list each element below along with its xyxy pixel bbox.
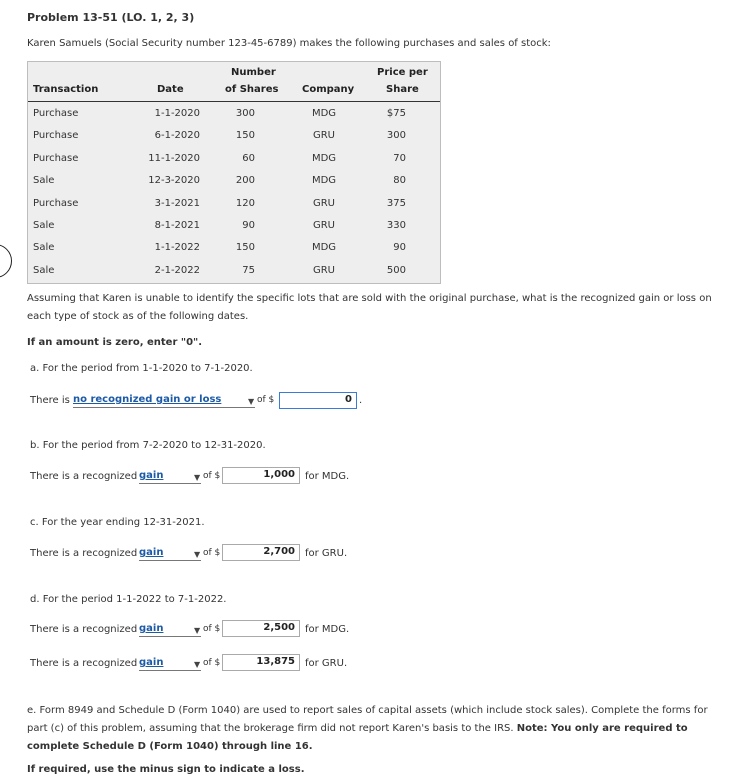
table-cell-date: 1-1-2022 [154,242,200,254]
part-d1-select[interactable] [139,623,201,637]
table-cell-price: 500 [386,264,406,276]
part-c-label: c. For the year ending 12-31-2021. [30,517,205,528]
table-cell-shares: 120 [235,197,255,209]
table-cell-price: 375 [386,197,406,209]
question-line1: Assuming that Karen is unable to identify the specific lots that are sold with the original purchase, what is the recognized gain or loss on [27,293,712,304]
zero-note: If an amount is zero, enter "0". [27,337,203,348]
table-cell-shares: 150 [235,130,255,142]
table-cell-company: GRU [312,197,336,209]
part-c-prefix: There is a recognized [30,548,138,559]
table-cell-date: 8-1-2021 [154,220,200,231]
table-cell-company: MDG [311,175,337,187]
part-e-text [27,702,708,756]
part-b-select-value: gain [139,470,164,481]
header-number-line1: Number [231,67,276,78]
part-d1-prefix: There is a recognized [30,624,138,635]
part-c-select-value: gain [139,547,164,558]
part-a-select[interactable] [73,394,255,408]
header-date: Date [157,84,184,95]
part-a-label: a. For the period from 1-1-2020 to 7-1-2020. [30,363,253,374]
part-c-of: of $ [203,548,221,558]
part-c-suffix: for GRU. [305,548,348,559]
table-cell-date: 12-3-2020 [148,175,200,187]
table-cell-shares: 75 [242,264,255,276]
chevron-down-icon[interactable]: ▼ [194,660,201,669]
part-d1-select-value: gain [139,623,164,634]
question-text [27,290,727,326]
table-cell-price: $75 [386,108,406,119]
part-a-suffix: . [359,395,363,406]
chevron-down-icon[interactable]: ▼ [194,550,201,559]
part-d2-select[interactable] [139,657,201,671]
scroll-indicator-circle [0,244,12,278]
part-c-amount-input[interactable]: 2,700 [222,544,300,561]
problem-title: Problem 13-51 (LO. 1, 2, 3) [27,11,195,24]
part-d2-select-value: gain [139,657,164,668]
part-a-prefix: There is [30,395,70,406]
part-e-line2: part (c) of this problem, assuming that the brokerage firm did not report Karen's basis to the IRS. [27,723,514,734]
table-cell-price: 330 [386,220,406,231]
part-a-amount-input[interactable]: 0 [279,392,357,409]
part-b-of: of $ [203,471,221,481]
table-cell-price: 80 [393,175,406,187]
part-e-line1: e. Form 8949 and Schedule D (Form 1040) are used to report sales of capital assets (which include stock sales). Complete the forms for [27,705,708,716]
part-d2-prefix: There is a recognized [30,658,138,669]
problem-intro: Karen Samuels (Social Security number 123-45-6789) makes the following purchases and sales of stock: [27,38,551,49]
header-price-line1: Price per [377,67,428,78]
header-price-line2: Share [386,84,419,95]
part-b-suffix: for MDG. [305,471,350,482]
part-e-note: Note: You only are required to [516,723,688,734]
table-cell-transaction: Purchase [33,130,79,142]
table-cell-date: 3-1-2021 [154,197,200,209]
header-number-line2: of Shares [225,84,279,95]
part-e-line3: complete Schedule D (Form 1040) through line 16. [27,741,313,752]
table-cell-date: 11-1-2020 [148,152,200,164]
question-line2: each type of stock as of the following dates. [27,311,249,322]
table-cell-shares: 150 [235,242,255,254]
table-cell-date: 1-1-2020 [154,108,200,119]
minus-note: If required, use the minus sign to indicate a loss. [27,764,305,775]
chevron-down-icon[interactable]: ▼ [194,473,201,482]
table-cell-transaction: Sale [33,175,55,187]
chevron-down-icon[interactable]: ▼ [248,397,255,406]
part-d1-amount-input[interactable]: 2,500 [222,620,300,637]
table-cell-price: 90 [393,242,406,254]
part-b-prefix: There is a recognized [30,471,138,482]
table-cell-transaction: Purchase [33,197,79,209]
table-cell-date: 6-1-2020 [154,130,200,142]
part-d2-of: of $ [203,658,221,668]
header-transaction: Transaction [33,84,99,95]
part-b-amount-input[interactable]: 1,000 [222,467,300,484]
header-company: Company [302,84,355,95]
part-b-select[interactable] [139,470,201,484]
table-cell-company: MDG [311,242,337,254]
part-a-select-value: no recognized gain or loss [73,394,222,405]
table-cell-company: MDG [311,152,337,164]
table-cell-company: GRU [312,220,336,231]
header-divider [28,101,440,102]
part-d1-suffix: for MDG. [305,624,350,635]
table-cell-transaction: Sale [33,242,55,254]
table-cell-transaction: Purchase [33,152,79,164]
table-cell-shares: 60 [242,152,255,164]
part-c-select[interactable] [139,547,201,561]
table-cell-company: MDG [311,108,337,119]
part-d1-of: of $ [203,624,221,634]
table-cell-company: GRU [312,130,336,142]
table-cell-price: 70 [393,152,406,164]
table-cell-company: GRU [312,264,336,276]
table-cell-shares: 200 [235,175,255,187]
part-b-label: b. For the period from 7-2-2020 to 12-31-2020. [30,440,266,451]
table-cell-transaction: Sale [33,264,55,276]
transactions-table [27,61,441,284]
chevron-down-icon[interactable]: ▼ [194,626,201,635]
table-cell-transaction: Sale [33,220,55,231]
part-d2-suffix: for GRU. [305,658,348,669]
table-cell-shares: 300 [235,108,255,119]
table-cell-date: 2-1-2022 [154,264,200,276]
part-d-label: d. For the period 1-1-2022 to 7-1-2022. [30,594,227,605]
part-a-of: of $ [257,395,275,405]
table-cell-transaction: Purchase [33,108,79,119]
part-d2-amount-input[interactable]: 13,875 [222,654,300,671]
table-cell-price: 300 [386,130,406,142]
table-cell-shares: 90 [242,220,255,231]
